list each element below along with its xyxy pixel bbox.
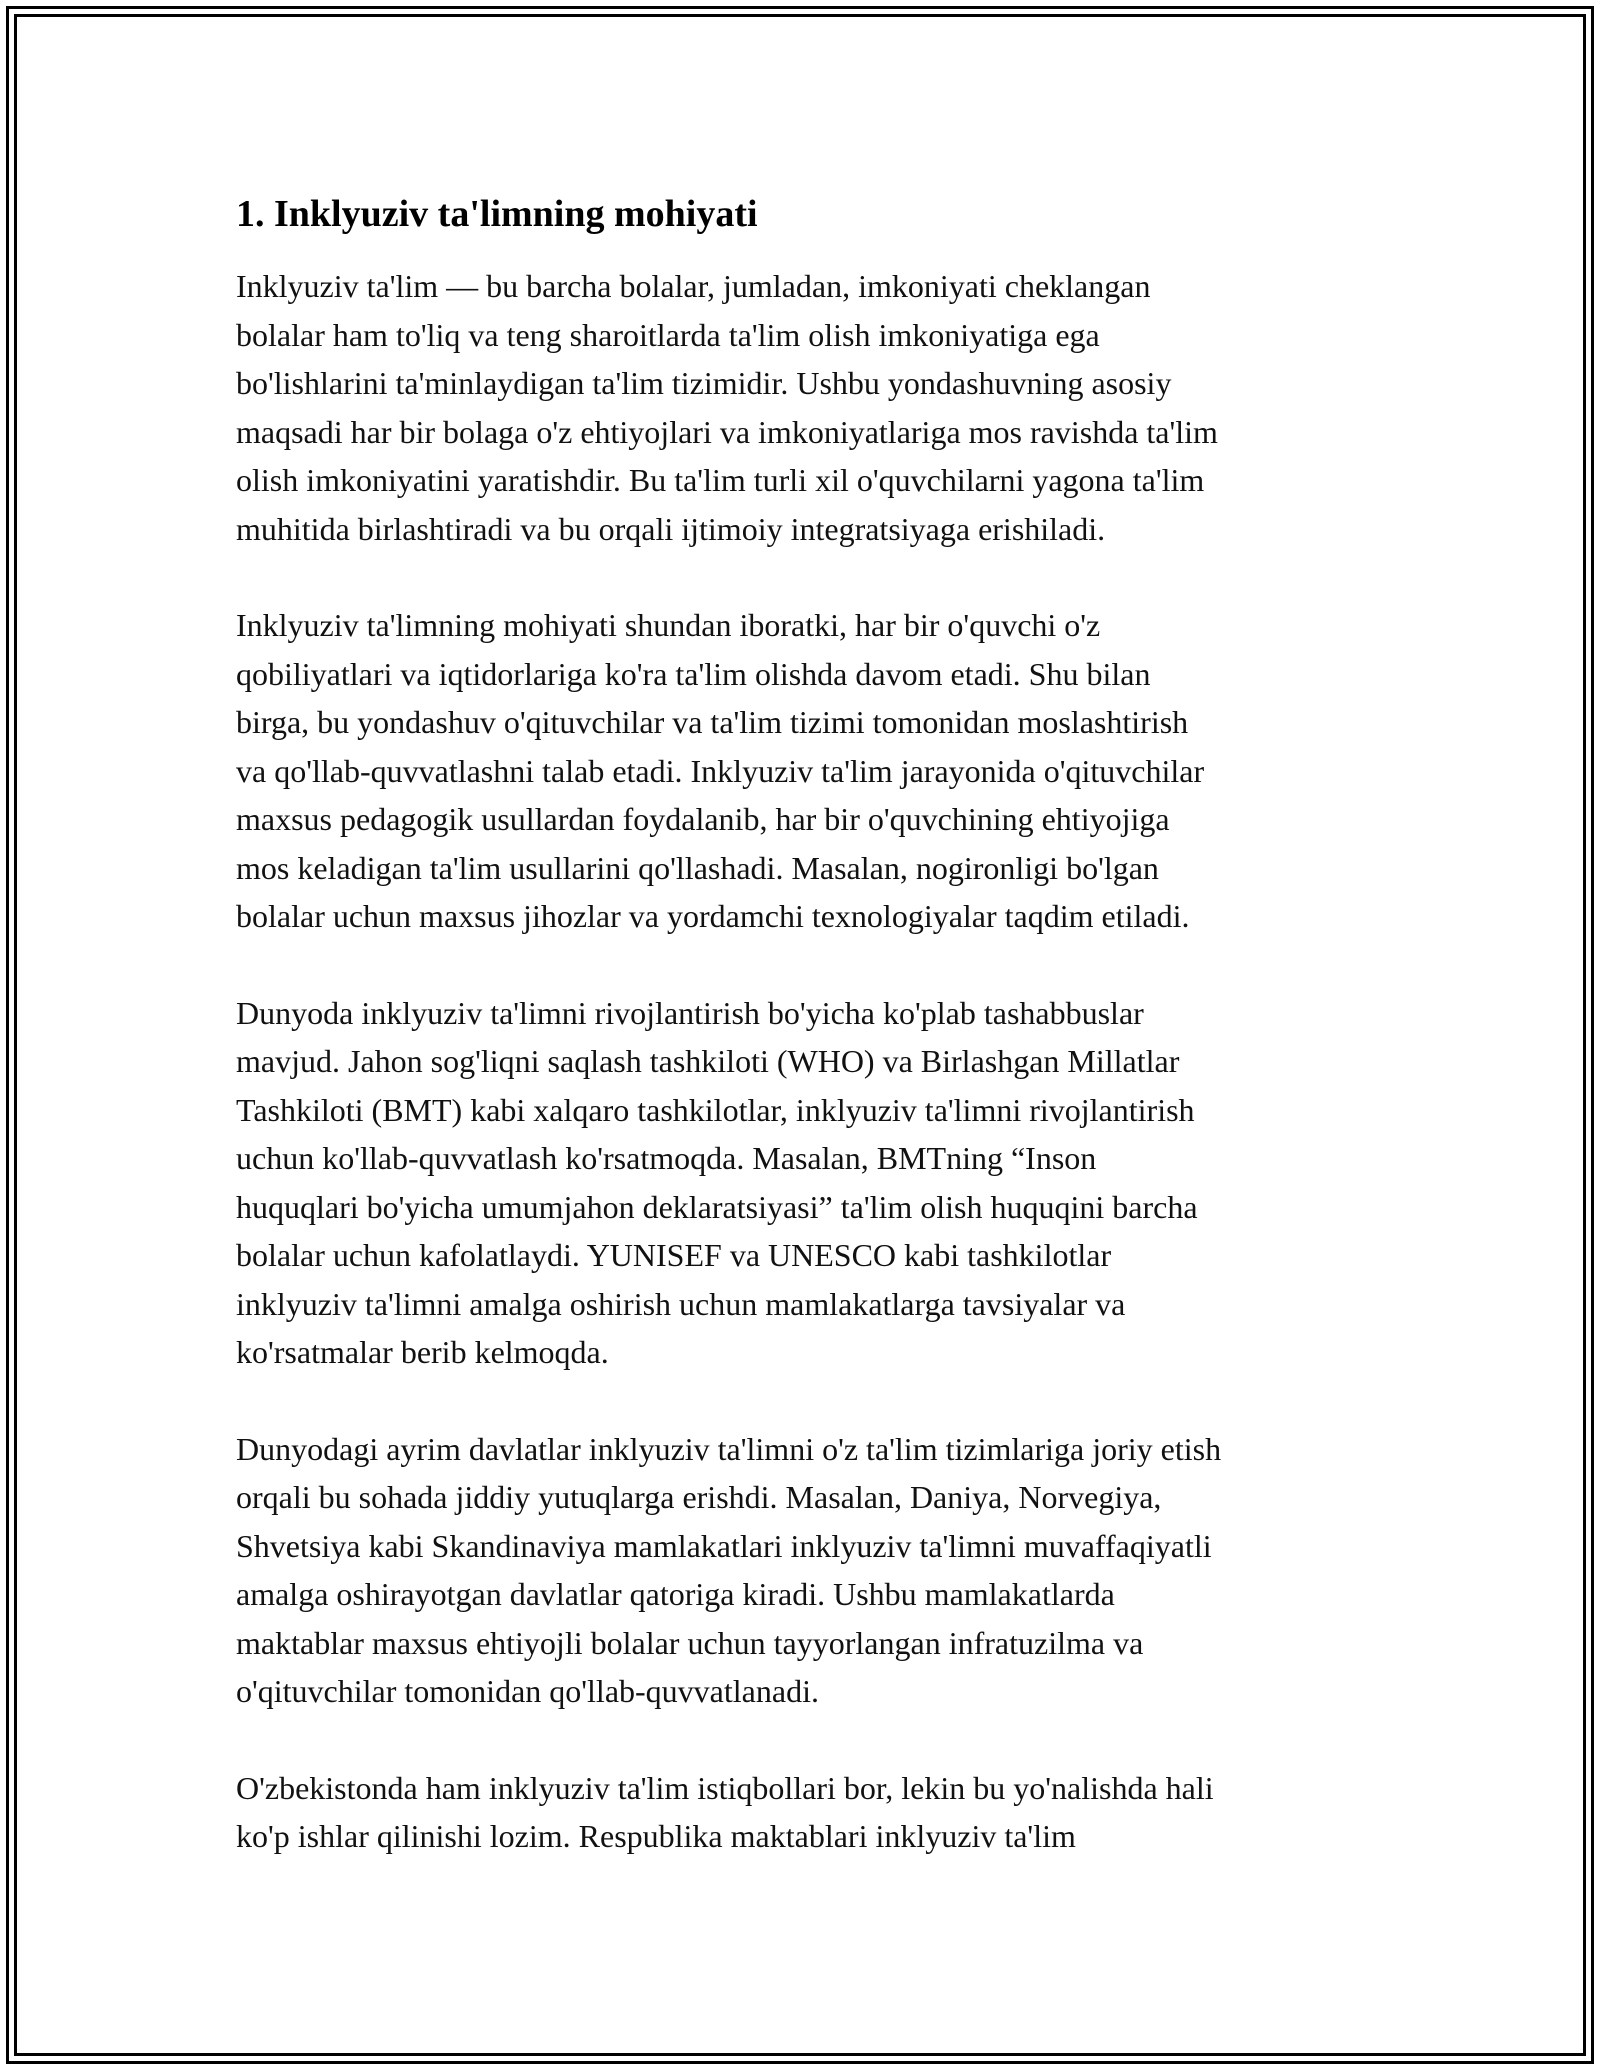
paragraph-line: muhitida birlashtiradi va bu orqali ijtimoiy integratsiyaga erishiladi.: [236, 510, 1106, 547]
body-paragraph: [236, 989, 1376, 1377]
paragraph-line: Shvetsiya kabi Skandinaviya mamlakatlari inklyuziv ta'limni muvaffaqiyatli: [236, 1527, 1212, 1564]
paragraph-line: O'zbekistonda ham inklyuziv ta'lim istiqbollari bor, lekin bu yo'nalishda hali: [236, 1769, 1214, 1806]
paragraph-list: [236, 262, 1376, 1861]
paragraph-line: huquqlari bo'yicha umumjahon deklaratsiyasi” ta'lim olish huquqini barcha: [236, 1188, 1198, 1225]
section-heading: 1. Inklyuziv ta'limning mohiyati: [236, 193, 758, 235]
paragraph-line: bolalar uchun kafolatlaydi. YUNISEF va UNESCO kabi tashkilotlar: [236, 1237, 1112, 1273]
document-body: [236, 186, 1376, 1861]
paragraph-line: maqsadi har bir bolaga o'z ehtiyojlari va imkoniyatlariga mos ravishda ta'lim: [236, 413, 1218, 450]
paragraph-line: mos keladigan ta'lim usullarini qo'llashadi. Masalan, nogironligi bo'lgan: [236, 849, 1159, 886]
paragraph-line: o'qituvchilar tomonidan qo'llab-quvvatlanadi.: [236, 1673, 819, 1709]
paragraph-line: maxsus pedagogik usullardan foydalanib, har bir o'quvchining ehtiyojiga: [236, 801, 1170, 837]
body-paragraph: [236, 1764, 1376, 1861]
paragraph-line: maktablar maxsus ehtiyojli bolalar uchun tayyorlangan infratuzilma va: [236, 1624, 1144, 1661]
paragraph-line: Inklyuziv ta'lim — bu barcha bolalar, jumladan, imkoniyati cheklangan: [236, 268, 1151, 304]
paragraph-line: orqali bu sohada jiddiy yutuqlarga erishdi. Masalan, Daniya, Norvegiya,: [236, 1479, 1162, 1515]
paragraph-line: bo'lishlarini ta'minlaydigan ta'lim tizimidir. Ushbu yondashuvning asosiy: [236, 365, 1172, 401]
paragraph-line: mavjud. Jahon sog'liqni saqlash tashkiloti (WHO) va Birlashgan Millatlar: [236, 1043, 1180, 1079]
body-paragraph: [236, 1425, 1376, 1716]
paragraph-line: birga, bu yondashuv o'qituvchilar va ta'lim tizimi tomonidan moslashtirish: [236, 704, 1189, 740]
paragraph-line: uchun ko'llab-quvvatlash ko'rsatmoqda. Masalan, BMTning “Inson: [236, 1140, 1097, 1176]
paragraph-line: Dunyodagi ayrim davlatlar inklyuziv ta'limni o'z ta'lim tizimlariga joriy etish: [236, 1430, 1222, 1467]
paragraph-line: Inklyuziv ta'limning mohiyati shundan iboratki, har bir o'quvchi o'z: [236, 607, 1101, 643]
paragraph-line: Dunyoda inklyuziv ta'limni rivojlantirish bo'yicha ko'plab tashabbuslar: [236, 994, 1144, 1031]
paragraph-line: ko'p ishlar qilinishi lozim. Respublika maktablari inklyuziv ta'lim: [236, 1818, 1076, 1854]
body-paragraph: [236, 601, 1376, 941]
paragraph-line: bolalar ham to'liq va teng sharoitlarda ta'lim olish imkoniyatiga ega: [236, 316, 1100, 353]
paragraph-line: amalga oshirayotgan davlatlar qatoriga kiradi. Ushbu mamlakatlarda: [236, 1576, 1115, 1612]
paragraph-line: Tashkiloti (BMT) kabi xalqaro tashkilotlar, inklyuziv ta'limni rivojlantirish: [236, 1091, 1195, 1128]
paragraph-line: ko'rsatmalar berib kelmoqda.: [236, 1334, 609, 1370]
paragraph-line: olish imkoniyatini yaratishdir. Bu ta'lim turli xil o'quvchilarni yagona ta'lim: [236, 462, 1205, 498]
paragraph-line: qobiliyatlari va iqtidorlariga ko'ra ta'lim olishda davom etadi. Shu bilan: [236, 655, 1151, 692]
paragraph-line: va qo'llab-quvvatlashni talab etadi. Inklyuziv ta'lim jarayonida o'qituvchilar: [236, 752, 1205, 789]
body-paragraph: [236, 262, 1376, 553]
paragraph-line: bolalar uchun maxsus jihozlar va yordamchi texnologiyalar taqdim etiladi.: [236, 898, 1190, 934]
paragraph-line: inklyuziv ta'limni amalga oshirish uchun mamlakatlarga tavsiyalar va: [236, 1285, 1126, 1322]
